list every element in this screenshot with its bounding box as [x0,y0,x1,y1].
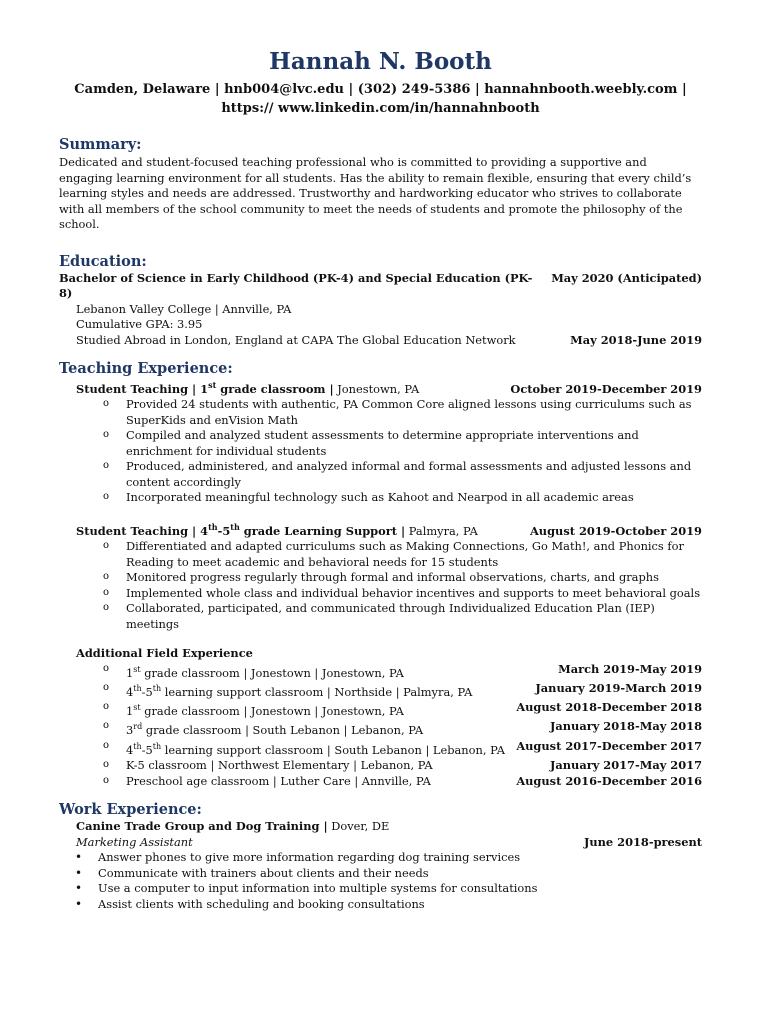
education-heading: Education: [59,252,147,270]
field-item-text: o 4th-5th learning support classroom | Northside | Palmyra, PA [126,683,473,699]
list-item: • Answer phones to give more information regarding dog training services [75,850,702,866]
field-item-date: August 2017-December 2017 [516,738,702,753]
work-location: Dover, DE [327,819,390,834]
list-item [103,739,702,758]
job1-date: October 2019-December 2019 [510,381,702,396]
list-item [103,758,702,774]
job1-title [76,378,500,397]
work-date: June 2018-present [583,834,702,849]
job2-title-sup2: th [230,521,240,532]
list-item: • Assist clients with scheduling and booking consultations [75,897,702,913]
field-item-date: January 2019-March 2019 [535,680,702,695]
job1-title-post: grade classroom | [216,381,334,396]
resume-name: Hannah N. Booth [269,48,492,75]
list-item: o Compiled and analyzed student assessments to determine appropriate interventions and enrichment for individual students [103,428,702,459]
list-item: • Use a computer to input information into multiple systems for consultations [75,881,702,897]
job2-title-post: grade Learning Support | [239,523,406,538]
field-item-text: o 1st grade classroom | Jonestown | Jonestown, PA [126,664,404,680]
job1-header [59,378,702,397]
job2-bullets [59,539,702,632]
work-bullets [59,850,702,912]
teaching-heading: Teaching Experience: [59,360,233,377]
job2-header [59,520,702,539]
study-abroad: Studied Abroad in London, England at CAPA The Global Education Network [76,332,516,347]
contact-line-1: Camden, Delaware | hnb004@lvc.edu | (302) 249-5386 | hannahnbooth.weebly.com | [74,82,687,97]
education-degree-row [59,271,702,302]
field-item-text: o Preschool age classroom | Luther Care | Annville, PA [126,773,431,788]
school-name: Lebanon Valley College | Annville, PA [76,301,292,316]
contact-line-2: https:// www.linkedin.com/in/hannahnbooth [221,101,540,116]
list-item: o Implemented whole class and individual behavior incentives and supports to meet behavioral goals [103,586,702,602]
job2-title [76,520,520,539]
field-item-date: March 2019-May 2019 [558,661,702,676]
field-item-date: August 2018-December 2018 [516,700,702,715]
study-abroad-date: May 2018-June 2019 [570,332,702,347]
list-item: o Collaborated, participated, and communicated through Individualized Education Plan (IEP) meetings [103,601,702,632]
list-item: o Produced, administered, and analyzed informal and formal assessments and adjusted lessons and content accordingly [103,459,702,490]
list-item [103,700,702,719]
work-employer: Canine Trade Group and Dog Training | [76,819,328,834]
list-item: o Incorporated meaningful technology such as Kahoot and Nearpod in all academic areas [103,490,702,506]
list-item [103,681,702,700]
job2-title-pre: Student Teaching | 4 [76,523,209,538]
field-item-text: o K-5 classroom | Northwest Elementary | Lebanon, PA [126,758,433,773]
list-item [103,719,702,738]
job1-bullets [59,397,702,506]
field-experience-list [59,662,702,789]
field-item-text: o 4th-5th learning support classroom | South Lebanon | Lebanon, PA [126,741,505,757]
gpa: Cumulative GPA: 3.95 [76,317,203,331]
list-item: • Communicate with trainers about clients and their needs [75,866,702,882]
field-item-date: August 2016-December 2016 [516,773,702,788]
work-heading: Work Experience: [59,801,202,819]
list-item: o Differentiated and adapted curriculums such as Making Connections, Go Math!, and Phonics for Reading to meet academic and behavioral needs for 15 students [103,539,702,570]
field-item-text: o 3rd grade classroom | South Lebanon | Lebanon, PA [126,722,424,738]
job1-location: Jonestown, PA [333,381,420,396]
field-item-text: o 1st grade classroom | Jonestown | Jonestown, PA [126,703,404,718]
job1-title-sup: st [208,380,217,390]
list-item: o Provided 24 students with authentic, PA Common Core aligned lessons using curriculums such as SuperKids and enVision Math [103,397,702,428]
list-item: o Monitored progress regularly through formal and informal observations, charts, and graphs [103,570,702,586]
degree-date: May 2020 (Anticipated) [551,270,702,285]
job2-date: August 2019-October 2019 [529,523,702,538]
degree-name: Bachelor of Science in Early Childhood (PK-4) and Special Education (PK-8) [59,270,533,300]
list-item [103,774,702,790]
job2-title-mid: -5 [217,523,231,538]
job2-title-sup1: th [208,521,218,532]
study-abroad-row [59,333,702,349]
work-role-row [59,835,702,851]
field-experience-heading: Additional Field Experience [76,646,253,661]
list-item [103,662,702,681]
field-item-date: January 2017-May 2017 [549,758,702,773]
work-employer-row [59,819,702,835]
work-role: Marketing Assistant [76,834,193,849]
summary-heading: Summary: [59,136,142,153]
summary-text: Dedicated and student-focused teaching professional who is committed to providing a supportive and engaging learning environment for all students. Has the ability to remain flexible, ensuring that every child’s learning styles and needs are addressed. Trustworthy and hardworking educator who strives to collaborate with all members of the school community to meet the needs of students and promote the philosophy of the school. [59,155,692,231]
job2-location: Palmyra, PA [405,523,478,538]
job1-title-pre: Student Teaching | 1 [76,381,209,396]
field-item-date: January 2018-May 2018 [549,719,702,734]
